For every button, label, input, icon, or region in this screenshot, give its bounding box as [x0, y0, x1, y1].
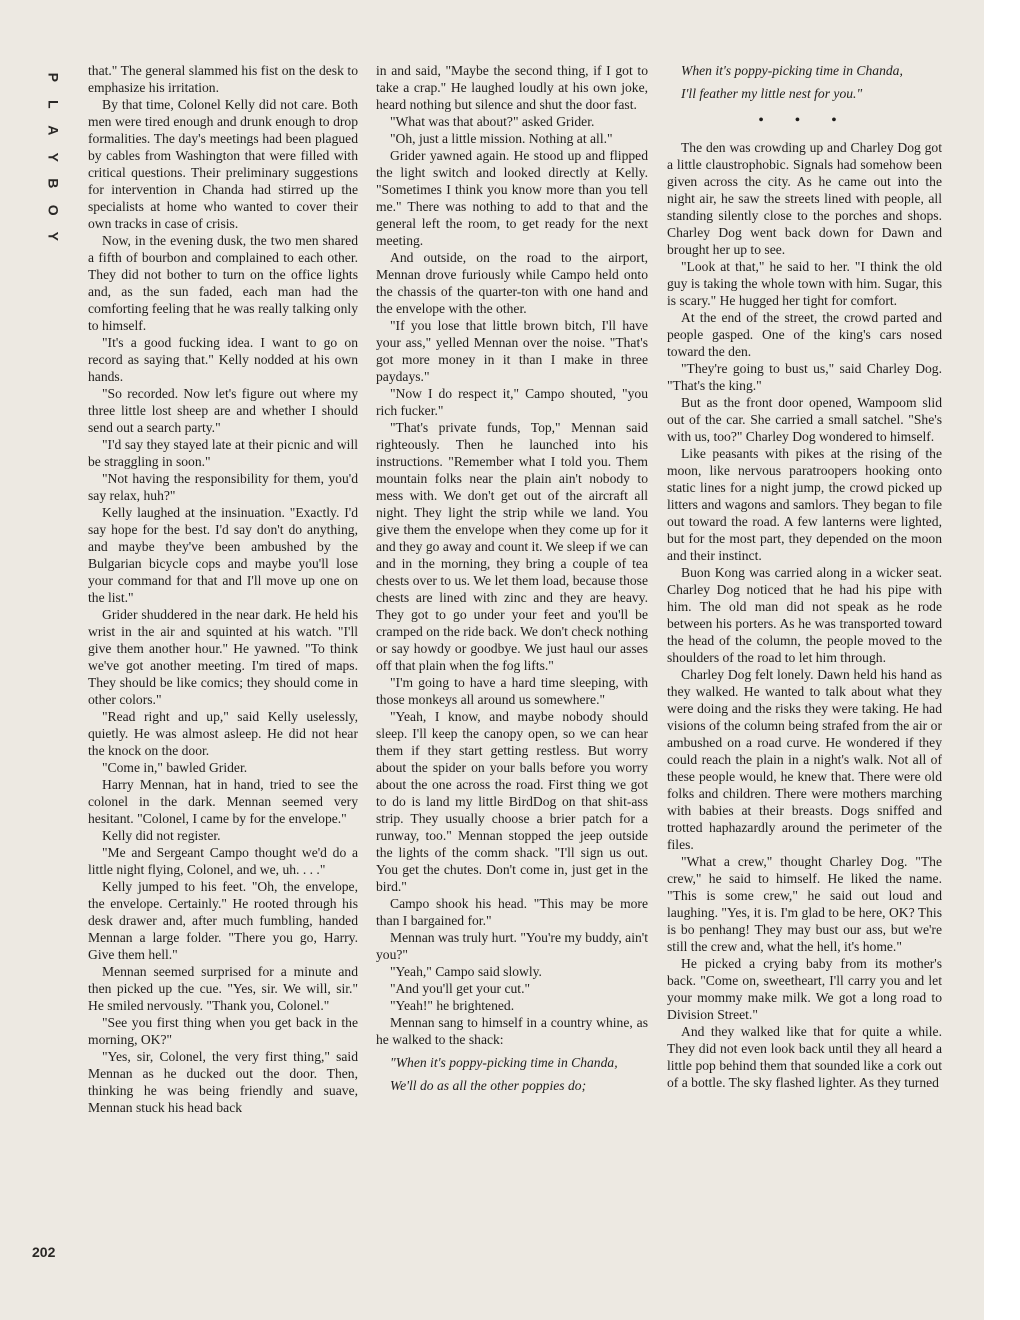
paragraph: Kelly jumped to his feet. "Oh, the envelope, the envelope. Certainly." He rooted through his desk drawer and, after much fumbling, handed Mennan a large folder. "There you go, Harry. Give them hell." — [88, 879, 358, 962]
paragraph: "What was that about?" asked Grider. — [390, 114, 595, 129]
paragraph: "If you lose that little brown bitch, I'll have your ass," yelled Mennan over the noise. "That's got more money in it than I make in three paydays." — [376, 318, 648, 384]
paragraph: "Yes, sir, Colonel, the very first thing," said Mennan as he ducked out the door. Then, thinking he was being friendly and suave, Mennan stuck his head back — [88, 1049, 358, 1115]
paragraph: Mennan was truly hurt. "You're my buddy, ain't you?" — [376, 930, 648, 962]
paragraph: "Read right and up," said Kelly uselessly, quietly. He was almost asleep. He did not hear the knock on the door. — [88, 709, 358, 758]
paragraph: Grider shuddered in the near dark. He held his wrist in the air and squinted at his watch. "I'll give them another hour." He yawned. "To think we've got another meeting. I'm tired of maps. They should be like comics; they should come in other colors." — [88, 607, 358, 707]
paragraph: Kelly did not register. — [102, 828, 221, 843]
text-column-3 — [667, 62, 942, 1302]
paragraph: in and said, "Maybe the second thing, if I got to take a crap." He laughed loudly at his own joke, heard nothing but silence and shut the door fast. — [376, 63, 648, 112]
paragraph: "Now I do respect it," Campo shouted, "you rich fucker." — [376, 386, 648, 418]
song-lyric: We'll do as all the other poppies do; — [390, 1078, 587, 1093]
masthead-letter: B — [45, 178, 62, 189]
masthead-letter: L — [45, 99, 62, 109]
paragraph: "I'd say they stayed late at their picnic and will be straggling in soon." — [88, 437, 358, 469]
paragraph: "Not having the responsibility for them, you'd say relax, huh?" — [88, 471, 358, 503]
song-lyric: I'll feather my little nest for you." — [681, 86, 863, 101]
song-lyric: "When it's poppy-picking time in Chanda, — [390, 1055, 618, 1070]
paragraph: "And you'll get your cut." — [390, 981, 531, 996]
paragraph: that." The general slammed his fist on the desk to emphasize his irritation. — [88, 63, 358, 95]
paragraph: Mennan sang to himself in a country whine, as he walked to the shack: — [376, 1015, 648, 1047]
paragraph: "Oh, just a little mission. Nothing at all." — [390, 131, 613, 146]
masthead-letter: A — [45, 125, 62, 136]
masthead-letter: Y — [45, 152, 62, 162]
paragraph: He picked a crying baby from its mother's back. "Come on, sweetheart, I'll carry you and let your mommy make milk. We got a long road to Division Street." — [667, 956, 942, 1022]
paragraph: And they walked like that for quite a while. They did not even look back until they all heard a little pop behind them that sounded like a cork out of a bottle. The sky flashed lighter. As they turned — [667, 1024, 942, 1090]
paragraph: Charley Dog felt lonely. Dawn held his hand as they walked. He wanted to talk about what they were doing and the risks they were taking. He had visions of the column being strafed from the air or ambushed on a road curve. He wondered if they could reach the plain in a night's walk. Not all of these people would, he knew that. There were old folks and children. There were mothers marching with babies at their breasts. Dogs sniffed and trotted haphazardly around the perimeter of the files. — [667, 667, 942, 852]
paragraph: Now, in the evening dusk, the two men shared a fifth of bourbon and complained to each other. They did not bother to turn on the office lights and, as the sun faded, each man had the comforting feeling that he was really talking only to himself. — [88, 233, 358, 333]
paragraph: "That's private funds, Top," Mennan said righteously. Then he launched into his instructions. "Remember what I told you. Them mountain folks near the plain ain't nobody to mess with. We don't get out of the aircraft all night. They light the strip while we land. You give them the envelope when they come up for it and they go away and count it. We sleep if we can and in the morning, they bring a couple of tea chests over to us. We let them load, because those chests are lined with zinc and they are heavy. They got to go under your feet and you'll be cramped on the ride back. We don't check nothing or say howdy or goodbye. We just haul our asses off that plain when the fog lifts." — [376, 420, 648, 673]
paragraph: "Come in," bawled Grider. — [102, 760, 248, 775]
paragraph: Like peasants with pikes at the rising of the moon, like nervous paratroopers hooking onto static lines for a night jump, the crowd picked up litters and wagons and samlors. They began to file out toward the road. A few lanterns were lighted, but for the most part, they depended on the moon and their instinct. — [667, 446, 942, 563]
paragraph: "What a crew," thought Charley Dog. "The crew," he said to himself. He liked the name. "This is some crew," he said out loud and laughing. "Yes, it is. I'm glad to be here, OK? This is bo penhang! They may bust our ass, but we're still the crew and, what the hell, it's home." — [667, 854, 942, 954]
masthead-letter: P — [45, 72, 62, 82]
paragraph: Harry Mennan, hat in hand, tried to see the colonel in the dark. Mennan seemed very hesitant. "Colonel, I came by for the envelope." — [88, 777, 358, 826]
song-lyric: When it's poppy-picking time in Chanda, — [681, 63, 903, 78]
paragraph: "So recorded. Now let's figure out where my three little lost sheep are and whether I should send out a search party." — [88, 386, 358, 435]
masthead — [38, 64, 68, 250]
paragraph: "Yeah, I know, and maybe nobody should sleep. I'll keep the canopy open, so we can hear them if they start getting restless. But worry about the spider on your balls before you worry about the one across the road. First thing we got to do is land my little BirdDog on that shit-ass strip. They usually choose a brier patch for a runway, too." Mennan stopped the jeep outside the lights of the comm shack. "I'll sign us out. You get the chutes. Don't come in, just get in the bird." — [376, 709, 648, 894]
paragraph: Buon Kong was carried along in a wicker seat. Charley Dog noticed that he had his pipe with him. The old man did not speak as he rode between his porters. As he was transported toward the head of the column, the people moved to the shoulders of the road to let him through. — [667, 565, 942, 665]
paragraph: But as the front door opened, Wampoom slid out of the car. She carried a small satchel. "She's with us, too?" Charley Dog wondered to himself. — [667, 395, 942, 444]
section-break: • • • — [758, 113, 851, 128]
masthead-letter: O — [45, 204, 62, 216]
text-column-2 — [376, 62, 648, 1302]
paragraph: "Look at that," he said to her. "I think the old guy is taking the whole town with him. Sugar, this is scary." He hugged her tight for comfort. — [667, 259, 942, 308]
paragraph: "Yeah," Campo said slowly. — [390, 964, 542, 979]
paragraph: The den was crowding up and Charley Dog got a little claustrophobic. Signals had somehow been given across the city. As he came out into the night air, he saw the streets lined with people, all standing silently close to the porches and shops. Charley Dog went back down for Dawn and brought her up to see. — [667, 140, 942, 257]
paragraph: Mennan seemed surprised for a minute and then picked up the cue. "Yes, sir. We will, sir." He smiled nervously. "Thank you, Colonel." — [88, 964, 358, 1013]
page-number: 202 — [32, 1244, 56, 1260]
paragraph: Kelly laughed at the insinuation. "Exactly. I'd say hope for the best. I'd say don't do anything, and maybe they've been ambushed by the Bulgarian bicycle cops and maybe you'll lose your command for that and I'll move up one on the list." — [88, 505, 358, 605]
masthead-letter: Y — [45, 231, 62, 241]
paragraph: "It's a good fucking idea. I want to go on record as saying that." Kelly nodded at his own hands. — [88, 335, 358, 384]
text-column-1 — [88, 62, 358, 1302]
paragraph: At the end of the street, the crowd parted and people gasped. One of the king's cars nosed toward the den. — [667, 310, 942, 359]
paragraph: "I'm going to have a hard time sleeping, with those monkeys all around us somewhere." — [376, 675, 648, 707]
paragraph: "See you first thing when you get back in the morning, OK?" — [88, 1015, 358, 1047]
paragraph: Grider yawned again. He stood up and flipped the light switch and looked directly at Kelly. "Sometimes I think you know more than you tell me." There was nothing to add to that and the general left the room, to get ready for the next meeting. — [376, 148, 648, 248]
paragraph: Campo shook his head. "This may be more than I bargained for." — [376, 896, 648, 928]
paragraph: By that time, Colonel Kelly did not care. Both men were tired enough and drunk enough to drop formalities. The day's meetings had been plagued by cables from Washington that were filled with critical questions. Their preliminary suggestions for intervention in Chanda had stirred up the specialists at home who wanted to cover their own tracks in case of crisis. — [88, 97, 358, 231]
paragraph: "Me and Sergeant Campo thought we'd do a little night flying, Colonel, and we, uh. . . ." — [88, 845, 358, 877]
paragraph: And outside, on the road to the airport, Mennan drove furiously while Campo held onto the chassis of the quarter-ton with one hand and the envelope with the other. — [376, 250, 648, 316]
paragraph: "They're going to bust us," said Charley Dog. "That's the king." — [667, 361, 942, 393]
paragraph: "Yeah!" he brightened. — [390, 998, 515, 1013]
